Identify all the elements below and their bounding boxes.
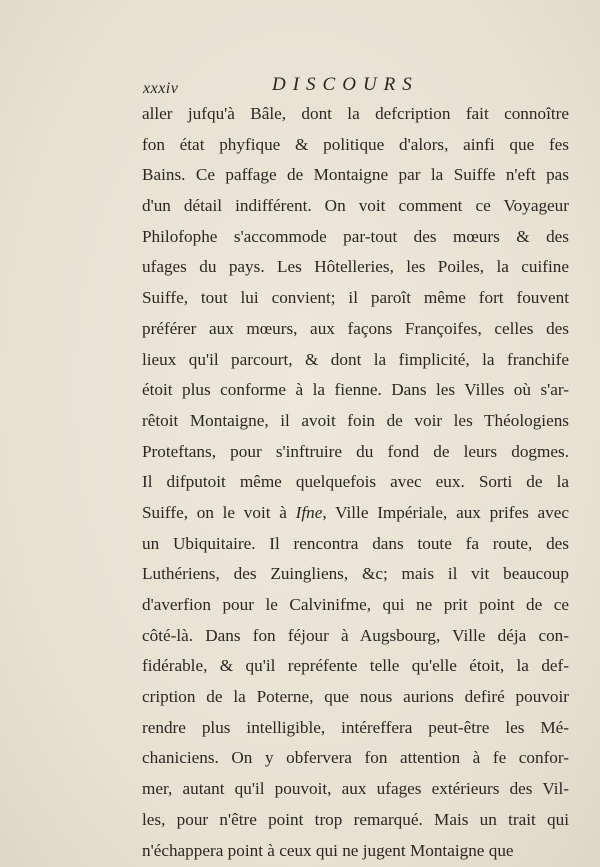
text-line: fon état phyfique & politique d'alors, ainfi que fes bbox=[142, 134, 569, 154]
text-line: n'échappera point à ceux qui ne jugent Montaigne que bbox=[142, 840, 514, 860]
text-line: aller jufqu'à Bâle, dont la defcription fait connoître bbox=[142, 104, 569, 123]
text-line: un Ubiquitaire. Il rencontra dans toute fa route, des bbox=[142, 533, 569, 553]
text-line: d'un détail indifférent. On voit comment ce Voyageur bbox=[142, 196, 569, 216]
text-line: chaniciens. On y obfervera fon attention à fe confor- bbox=[142, 748, 569, 768]
place-name-italic: Ifne bbox=[295, 502, 323, 522]
text-line: Il difputoit même quelquefois avec eux. Sorti de la bbox=[142, 472, 569, 492]
text-line: Suiffe, tout lui convient; il paroît même fort fouvent bbox=[142, 288, 569, 308]
text-segment: , Ville Impériale, aux prifes avec bbox=[322, 502, 569, 522]
text-segment: Suiffe, on le voit à bbox=[142, 502, 296, 522]
running-head: DISCOURS bbox=[272, 74, 419, 95]
body-text bbox=[142, 99, 569, 866]
page-number: xxxiv bbox=[143, 80, 179, 97]
text-line: lieux qu'il parcourt, & dont la fimplicité, la franchife bbox=[142, 349, 569, 369]
text-line: Proteftans, pour s'inftruire du fond de leurs dogmes. bbox=[142, 441, 569, 461]
text-line: préférer aux mœurs, aux façons Françoifes, celles des bbox=[142, 318, 569, 338]
text-line: rendre plus intelligible, intéreffera peut-être les Mé- bbox=[142, 717, 569, 737]
page-header bbox=[0, 74, 600, 98]
text-line: les, pour n'être point trop remarqué. Mais un trait qui bbox=[142, 809, 569, 829]
text-line: Philofophe s'accommode par-tout des mœurs & des bbox=[142, 226, 569, 246]
text-line: d'averfion pour le Calvinifme, qui ne prit point de ce bbox=[142, 595, 569, 614]
text-line: fidérable, & qu'il repréfente telle qu'elle étoit, la def- bbox=[142, 656, 569, 676]
text-line: cription de la Poterne, que nous aurions defiré pouvoir bbox=[142, 687, 569, 707]
text-line: Luthériens, des Zuingliens, &c; mais il vit beaucoup bbox=[142, 564, 569, 584]
text-line: côté-là. Dans fon féjour à Augsbourg, Ville déja con- bbox=[142, 625, 569, 645]
text-line bbox=[142, 498, 569, 529]
text-line: Bains. Ce paffage de Montaigne par la Suiffe n'eft pas bbox=[142, 165, 569, 185]
text-line: rêtoit Montaigne, il avoit foin de voir les Théologiens bbox=[142, 410, 569, 430]
text-line: mer, autant qu'il pouvoit, aux ufages extérieurs des Vil- bbox=[142, 779, 569, 799]
text-line: étoit plus conforme à la fienne. Dans les Villes où s'ar- bbox=[142, 380, 569, 400]
text-line: ufages du pays. Les Hôtelleries, les Poiles, la cuifine bbox=[142, 257, 569, 277]
